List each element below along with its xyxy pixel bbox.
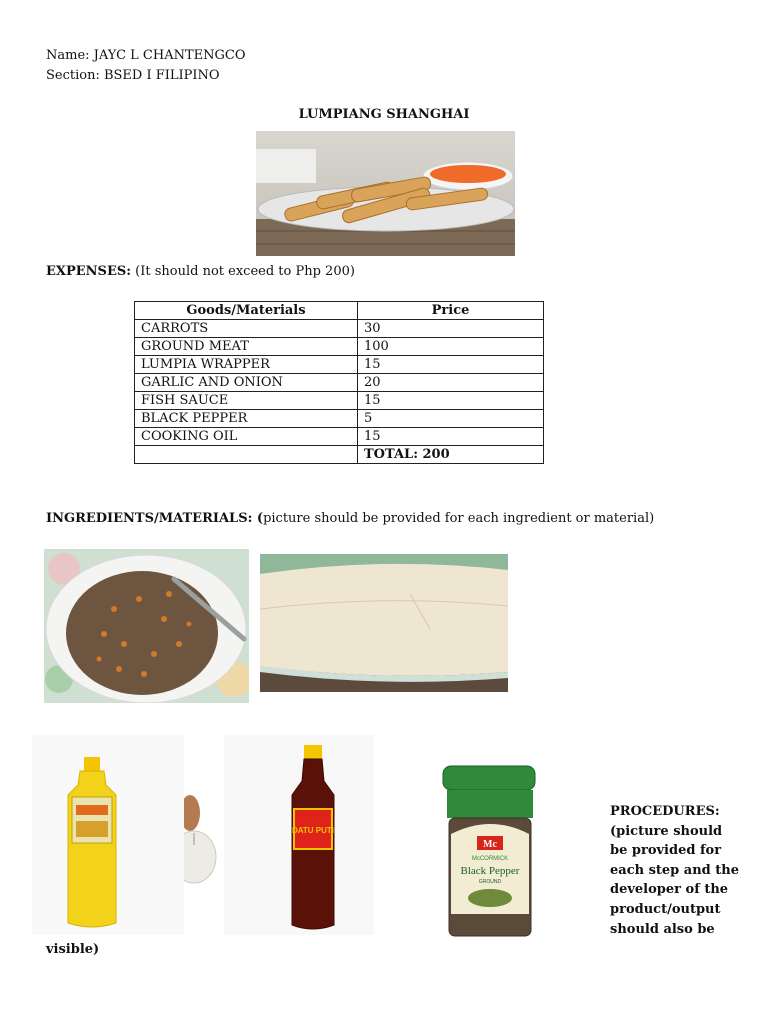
item-cell: BLACK PEPPER (135, 410, 358, 428)
lumpia-photo (256, 131, 515, 256)
price-cell: 15 (358, 392, 544, 410)
item-cell: GARLIC AND ONION (135, 374, 358, 392)
item-cell: GROUND MEAT (135, 338, 358, 356)
table-header-row (135, 302, 544, 320)
item-cell: CARROTS (135, 320, 358, 338)
ingredients-note: picture should be provided for each ingredient or material) (263, 511, 655, 526)
student-section: Section: BSED I FILIPINO (46, 68, 220, 83)
item-cell: FISH SAUCE (135, 392, 358, 410)
mccormick-brand-text: McCORMICK (471, 856, 509, 862)
fish-sauce-photo (224, 735, 374, 935)
table-row (135, 410, 544, 428)
procedures-line: developer of the (610, 882, 729, 898)
total-row (135, 446, 544, 464)
procedures-line: be provided for (610, 843, 722, 859)
table-row (135, 392, 544, 410)
procedures-line: (picture should (610, 823, 723, 839)
table-row (135, 428, 544, 446)
price-cell: 100 (358, 338, 544, 356)
column-header-price: Price (358, 302, 544, 320)
table-row (135, 320, 544, 338)
lumpia-wrapper-photo (260, 554, 508, 692)
black-pepper-photo (437, 764, 537, 940)
column-header-goods: Goods/Materials (135, 302, 358, 320)
price-cell: 20 (358, 374, 544, 392)
procedures-line: product/output (610, 901, 721, 917)
garlic-onion-photo (184, 735, 224, 923)
table-row (135, 356, 544, 374)
total-cell: TOTAL: 200 (358, 446, 544, 464)
expenses-heading (46, 262, 355, 282)
expenses-note: (It should not exceed to Php 200) (131, 264, 355, 279)
expenses-label: EXPENSES: (46, 264, 132, 279)
datu-puti-label: DATU PUTI (291, 826, 335, 835)
procedures-block (610, 802, 760, 939)
table-row (135, 374, 544, 392)
price-cell: 15 (358, 356, 544, 374)
price-cell: 5 (358, 410, 544, 428)
ingredients-label: INGREDIENTS/MATERIALS: ( (46, 511, 264, 526)
item-cell: COOKING OIL (135, 428, 358, 446)
mccormick-logo: Mc (483, 839, 497, 850)
expenses-table (134, 301, 544, 464)
procedures-heading: PROCEDURES: (610, 804, 720, 819)
student-name: Name: JAYC L CHANTENGCO (46, 48, 246, 63)
black-pepper-text: Black Pepper (460, 865, 520, 877)
price-cell: 30 (358, 320, 544, 338)
ground-text: GROUND (478, 879, 502, 885)
procedures-line: each step and the (610, 862, 740, 878)
cooking-oil-photo (32, 735, 184, 935)
procedures-line: should also be (610, 921, 715, 937)
empty-cell (135, 446, 358, 464)
procedures-trailing: visible) (46, 942, 100, 957)
table-row (135, 338, 544, 356)
price-cell: 15 (358, 428, 544, 446)
recipe-title: LUMPIANG SHANGHAI (298, 107, 470, 122)
ground-meat-photo (44, 549, 249, 703)
ingredients-heading (46, 509, 654, 529)
item-cell: LUMPIA WRAPPER (135, 356, 358, 374)
